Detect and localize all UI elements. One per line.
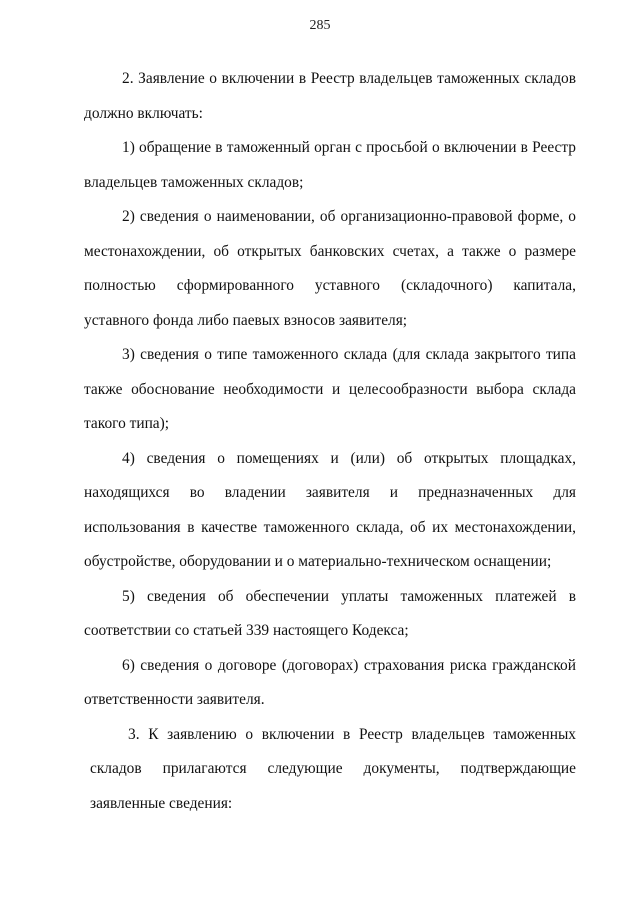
paragraph-item-5: 5) сведения об обеспечении уплаты таможенных платежей в соответствии со статьей 339 настоящего Кодекса; [84,587,576,639]
paragraph-item-6: 6) сведения о договоре (договорах) страхования риска гражданской ответственности заявителя. [84,656,576,708]
page-number: 285 [309,18,331,33]
paragraph-item-2: 2) сведения о наименовании, об организационно-правовой форме, о местонахождении, об открытых банковских счетах, а также о размере полностью сформированного уставного (складочного) капитала, уставного фонда либо паевых взносов заявителя; [84,208,576,329]
paragraph-item-1: 1) обращение в таможенный орган с просьбой о включении в Реестр владельцев таможенных складов; [84,139,576,191]
paragraph-item-4: 4) сведения о помещениях и (или) об открытых площадках, находящихся во владении заявителя и предназначенных для использования в качестве таможенного склада, об их местонахождении, обустройстве, оборудовании и о материально-техническом оснащении; [84,449,576,570]
paragraph-3-intro: 3. К заявлению о включении в Реестр владельцев таможенных складов прилагаются следующие документы, подтверждающие заявленные сведения: [90,725,576,812]
paragraph-item-3: 3) сведения о типе таможенного склада (для склада закрытого типа также обоснование необходимости и целесообразности выбора склада такого типа); [84,346,576,432]
paragraph-2-intro: 2. Заявление о включении в Реестр владельцев таможенных складов должно включать: [84,70,576,122]
document-body [84,62,576,821]
